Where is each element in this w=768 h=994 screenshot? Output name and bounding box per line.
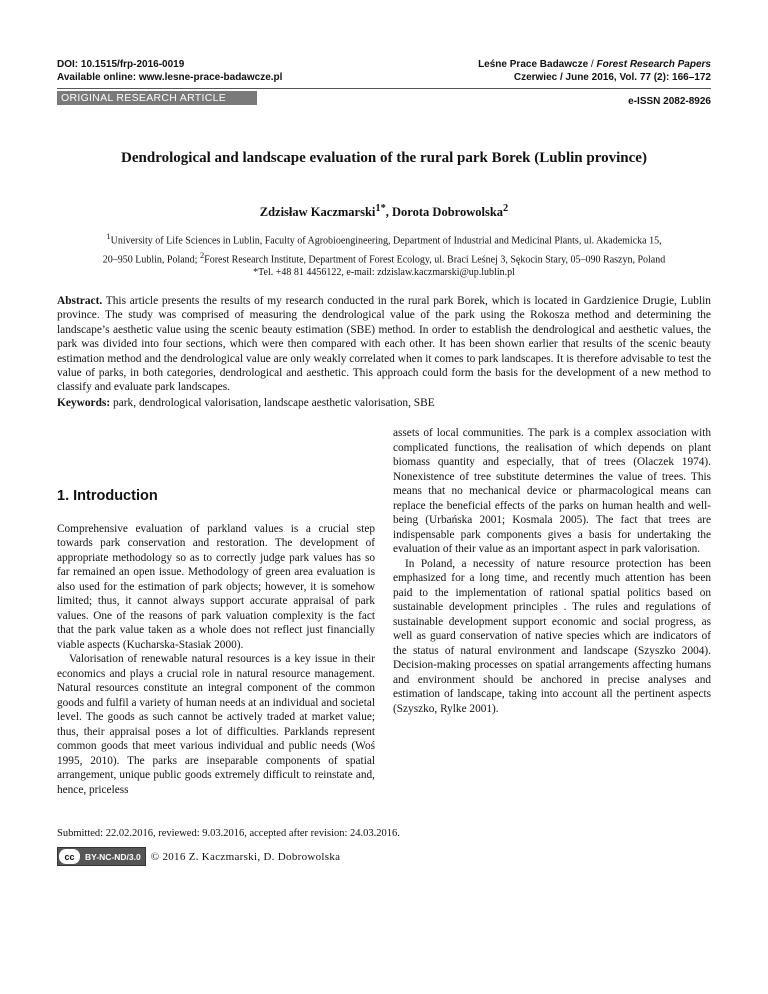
paragraph: assets of local communities. The park is a complex association with complicated functions, the realisation of which depends on plant biomass quantity and especially, that of trees (Olaczek 1974). Nonexistence of tree substitute determines the value of trees. This means that no mechanical device or pharmacological means can replace the beneficial effects of the parks on human health and well-being (Urbańska 2001; Kosmala 2005). The fact that trees are indispensable park components gives a basis for undertaking the evaluation of their value as an important aspect in park valorisation. <box>393 427 711 555</box>
keywords <box>57 397 711 409</box>
article-title: Dendrological and landscape evaluation of the rural park Borek (Lublin province) <box>121 150 647 166</box>
contact-info: *Tel. +48 81 4456122, e-mail: zdzislaw.kaczmarski@up.lublin.pl <box>253 267 515 278</box>
license-text: BY-NC-ND/3.0 <box>85 851 141 862</box>
available-online: Available online: www.lesne-prace-badawcze.pl <box>57 72 283 83</box>
header-rule <box>57 88 711 89</box>
abstract-text: This article presents the results of my research conducted in the rural park Borek, which is located in Gardzienice Drugie, Lublin province. The study was comprised of measuring the dendrological value of the park using the Rokosza method and determining the landscape’s aesthetic value using the scenic beauty estimation (SBE) method. In order to establish the dendrological and aesthetic values, the park was divided into four sections, which were then compared with each other. It has been shown earlier that results of the scenic beauty estimation method and the dendrological value are only weakly correlated when it comes to park landscapes. It is therefore advisable to test the value of parks, in both categories, dendrological and aesthetic. This approach could form the basis for the development of a new method to classify and evaluate park landscapes. <box>57 295 711 394</box>
journal-name: Leśne Prace Badawcze / Forest Research Papers <box>478 59 711 70</box>
abstract <box>57 294 711 395</box>
author-1: Zdzisław Kaczmarski <box>259 205 376 220</box>
author-2: Dorota Dobrowolska <box>392 205 504 220</box>
cc-license-badge[interactable] <box>57 847 146 866</box>
article-type-badge: ORIGINAL RESEARCH ARTICLE <box>57 91 257 105</box>
license-block <box>57 847 340 866</box>
copyright: © 2016 Z. Kaczmarski, D. Dobrowolska <box>150 850 341 863</box>
left-column <box>57 425 375 797</box>
keywords-label: Keywords: <box>57 397 111 409</box>
submission-dates: Submitted: 22.02.2016, reviewed: 9.03.2016, accepted after revision: 24.03.2016. <box>57 828 400 839</box>
issn: e-ISSN 2082-8926 <box>628 96 711 107</box>
affiliations: $^1$University of Life Sciences in Lublin, Faculty of Agrobioengineering, Department of Industrial and Medicinal Plants, ul. Akademicka 15, 20–950 Lublin, Poland; $^2$Forest Research Institute, Department of Forest Ecology, ul. Braci Leśnej 3, Sękocin Stary, 05–090 Raszyn, Poland <box>102 232 666 266</box>
creative-commons-icon: cc <box>59 849 80 864</box>
authors: Zdzisław Kaczmarski$^{1*}$, Dorota Dobrowolska$^2$ <box>259 203 509 220</box>
right-column <box>393 426 711 716</box>
keywords-text: park, dendrological valorisation, landscape aesthetic valorisation, SBE <box>110 397 435 409</box>
doi: DOI: 10.1515/frp-2016-0019 <box>57 59 185 70</box>
paragraph: In Poland, a necessity of nature resource protection has been emphasized for a long time, and recently much attention has been paid to the implementation of rational spatial politics based on sustainable development principles . The rules and regulations of sustainable development support economic and social progress, as well as guard conservation of native species which are indicators of the status of natural environment and landscape (Szyszko 2004). Decision-making processes on spatial arrangements affecting humans and environment should be anchored in precise analyses and estimation of landscape, taking into account all the pertinent aspects (Szyszko, Rylke 2001). <box>393 557 711 715</box>
section-heading: 1. Introduction <box>57 488 158 504</box>
header-left <box>57 58 282 84</box>
header-right <box>478 58 711 84</box>
paragraph: Valorisation of renewable natural resources is a key issue in their economics and plays a crucial role in natural resource management. Natural resources constitute an integral component of the common goods and fulfil a variety of human needs at an individual and societal level. The goods as such cannot be actively traded at market value; thus, their appraisal poses a lot of difficulties. Parklands represent common goods that meet various individual and public needs (Woś 1995, 2010). The parks are inseparable components of spatial arrangement, unique public goods extremely difficult to reinstate and, hence, priceless <box>57 653 375 796</box>
issue-info: Czerwiec / June 2016, Vol. 77 (2): 166–172 <box>513 72 711 83</box>
abstract-label: Abstract. <box>57 295 103 307</box>
paragraph: Comprehensive evaluation of parkland values is a crucial step towards park conservation and restoration. The development of appropriate methodology so as to correctly judge park values has so far remained an open issue. Methodology of green area evaluation is also used for the estimation of park objects; however, it is somehow limited; thus, it cannot always support accurate appraisal of park values. One of the reasons of park valuation complexity is the fact that the park value taken as a whole does not reflect just financially viable aspects (Kucharska-Stasiak 2000). <box>57 522 375 651</box>
